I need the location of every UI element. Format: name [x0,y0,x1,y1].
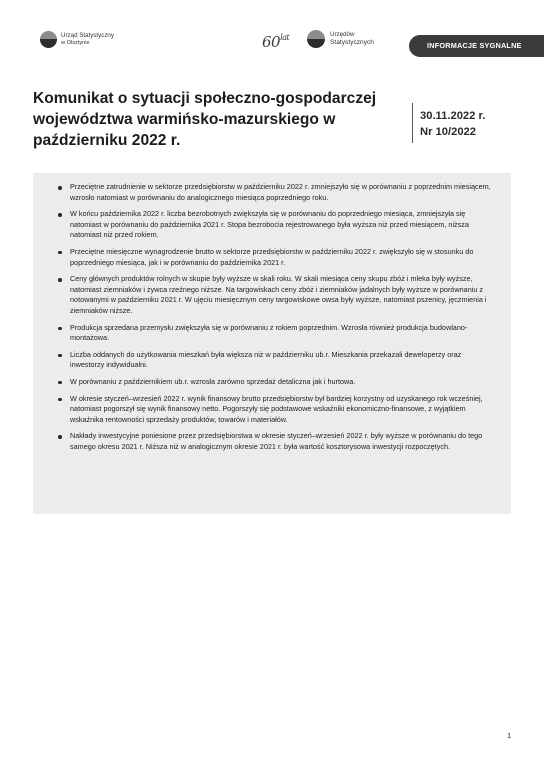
summary-list [70,182,497,452]
publication-type-badge: INFORMACJE SYGNALNE [409,35,544,57]
urzedy-logo-text [330,31,374,46]
summary-item: Produkcja sprzedana przemysłu zwiększyła się w porównaniu z rokiem poprzednim. Wzrosła również produkcja budowlano-montażowa. [70,323,497,344]
logo-line-1: Urzędów [330,31,355,39]
us-olsztyn-logo[interactable] [40,31,114,48]
summary-item: W końcu października 2022 r. liczba bezrobotnych zwiększyła się w porównaniu do poprzedniego miesiąca, zmniejszyła się natomiast w porównaniu do października 2021 r. Stopa bezrobocia rejestrowanego była wyższa niż przed miesiącem, niższa natomiast niż przed rokiem. [70,209,497,241]
gus-logo-icon [307,30,325,48]
date-block [420,109,485,140]
page-number: 1 [507,731,512,740]
logo-line-1: Urząd Statystyczny [61,31,114,39]
release-number: Nr 10/2022 [420,125,476,138]
anniversary-logo [262,33,289,51]
anniversary-suffix: lat [280,33,290,42]
summary-item: Liczba oddanych do użytkowania mieszkań była większa niż w październiku ub.r. Mieszkania przekazali deweloperzy oraz inwestorzy indywidualni. [70,350,497,371]
logo-line-2: w Olsztynie [61,39,90,46]
summary-item: W porównaniu z październikiem ub.r. wzrosła zarówno sprzedaż detaliczna jak i hurtowa. [70,377,497,388]
gus-logo-icon [40,31,57,48]
title-divider [412,103,413,143]
page-header [0,0,544,70]
summary-item: Przeciętne miesięczne wynagrodzenie brutto w sektorze przedsiębiorstw w październiku 2022 r. zwiększyło się w stosunku do poprzedniego miesiąca, jak i w porównaniu do października 2021 r. [70,247,497,268]
summary-item: W okresie styczeń–wrzesień 2022 r. wynik finansowy brutto przedsiębiorstw był bardziej korzystny od uzyskanego rok wcześniej, natomiast pogorszył się wynik finansowy netto. Pogorszyły się podstawowe wskaźniki ekonomiczno-finansowe, z wyjątkiem wskaźnika rentowności sprzedaży produktów, towarów i materiałów. [70,394,497,426]
summary-item: Nakłady inwestycyjne poniesione przez przedsiębiorstwa w okresie styczeń–wrzesień 2022 r. były wyższe w porównaniu do tego samego okresu 2021 r. Niższa niż w analogicznym okresie 2021 r. była wartość kosztorysowa inwestycji rozpoczętych. [70,431,497,452]
logo-line-2: Statystycznych [330,39,374,46]
summary-item: Przeciętne zatrudnienie w sektorze przedsiębiorstw w październiku 2022 r. zmniejszyło się w porównaniu z poprzednim miesiącem, wzrosło natomiast w porównaniu do analogicznego miesiąca poprzedniego roku. [70,182,497,203]
summary-item: Ceny głównych produktów rolnych w skupie były wyższe w skali roku. W skali miesiąca ceny skupu zbóż i mleka były wyższe, natomiast ziemniaków i żywca rzeźnego niższe. Na targowiskach ceny zbóż i ziemniaków jadalnych były wyższe w porównaniu z notowanymi w październiku 2021 r. W ujęciu miesięcznym ceny targowiskowe owsa były wyższe, natomiast pszenicy, jęczmienia i ziemniaków niższe. [70,274,497,316]
anniversary-number: 60 [262,33,281,51]
summary-box [33,173,511,514]
release-date: 30.11.2022 r. [420,110,486,122]
document-title: Komunikat o sytuacji społeczno-gospodarczej województwa warmińsko-mazurskiego w październiku 2022 r. [33,90,377,149]
us-olsztyn-logo-text [61,33,114,46]
urzedy-statystyczne-logo[interactable] [307,30,374,48]
